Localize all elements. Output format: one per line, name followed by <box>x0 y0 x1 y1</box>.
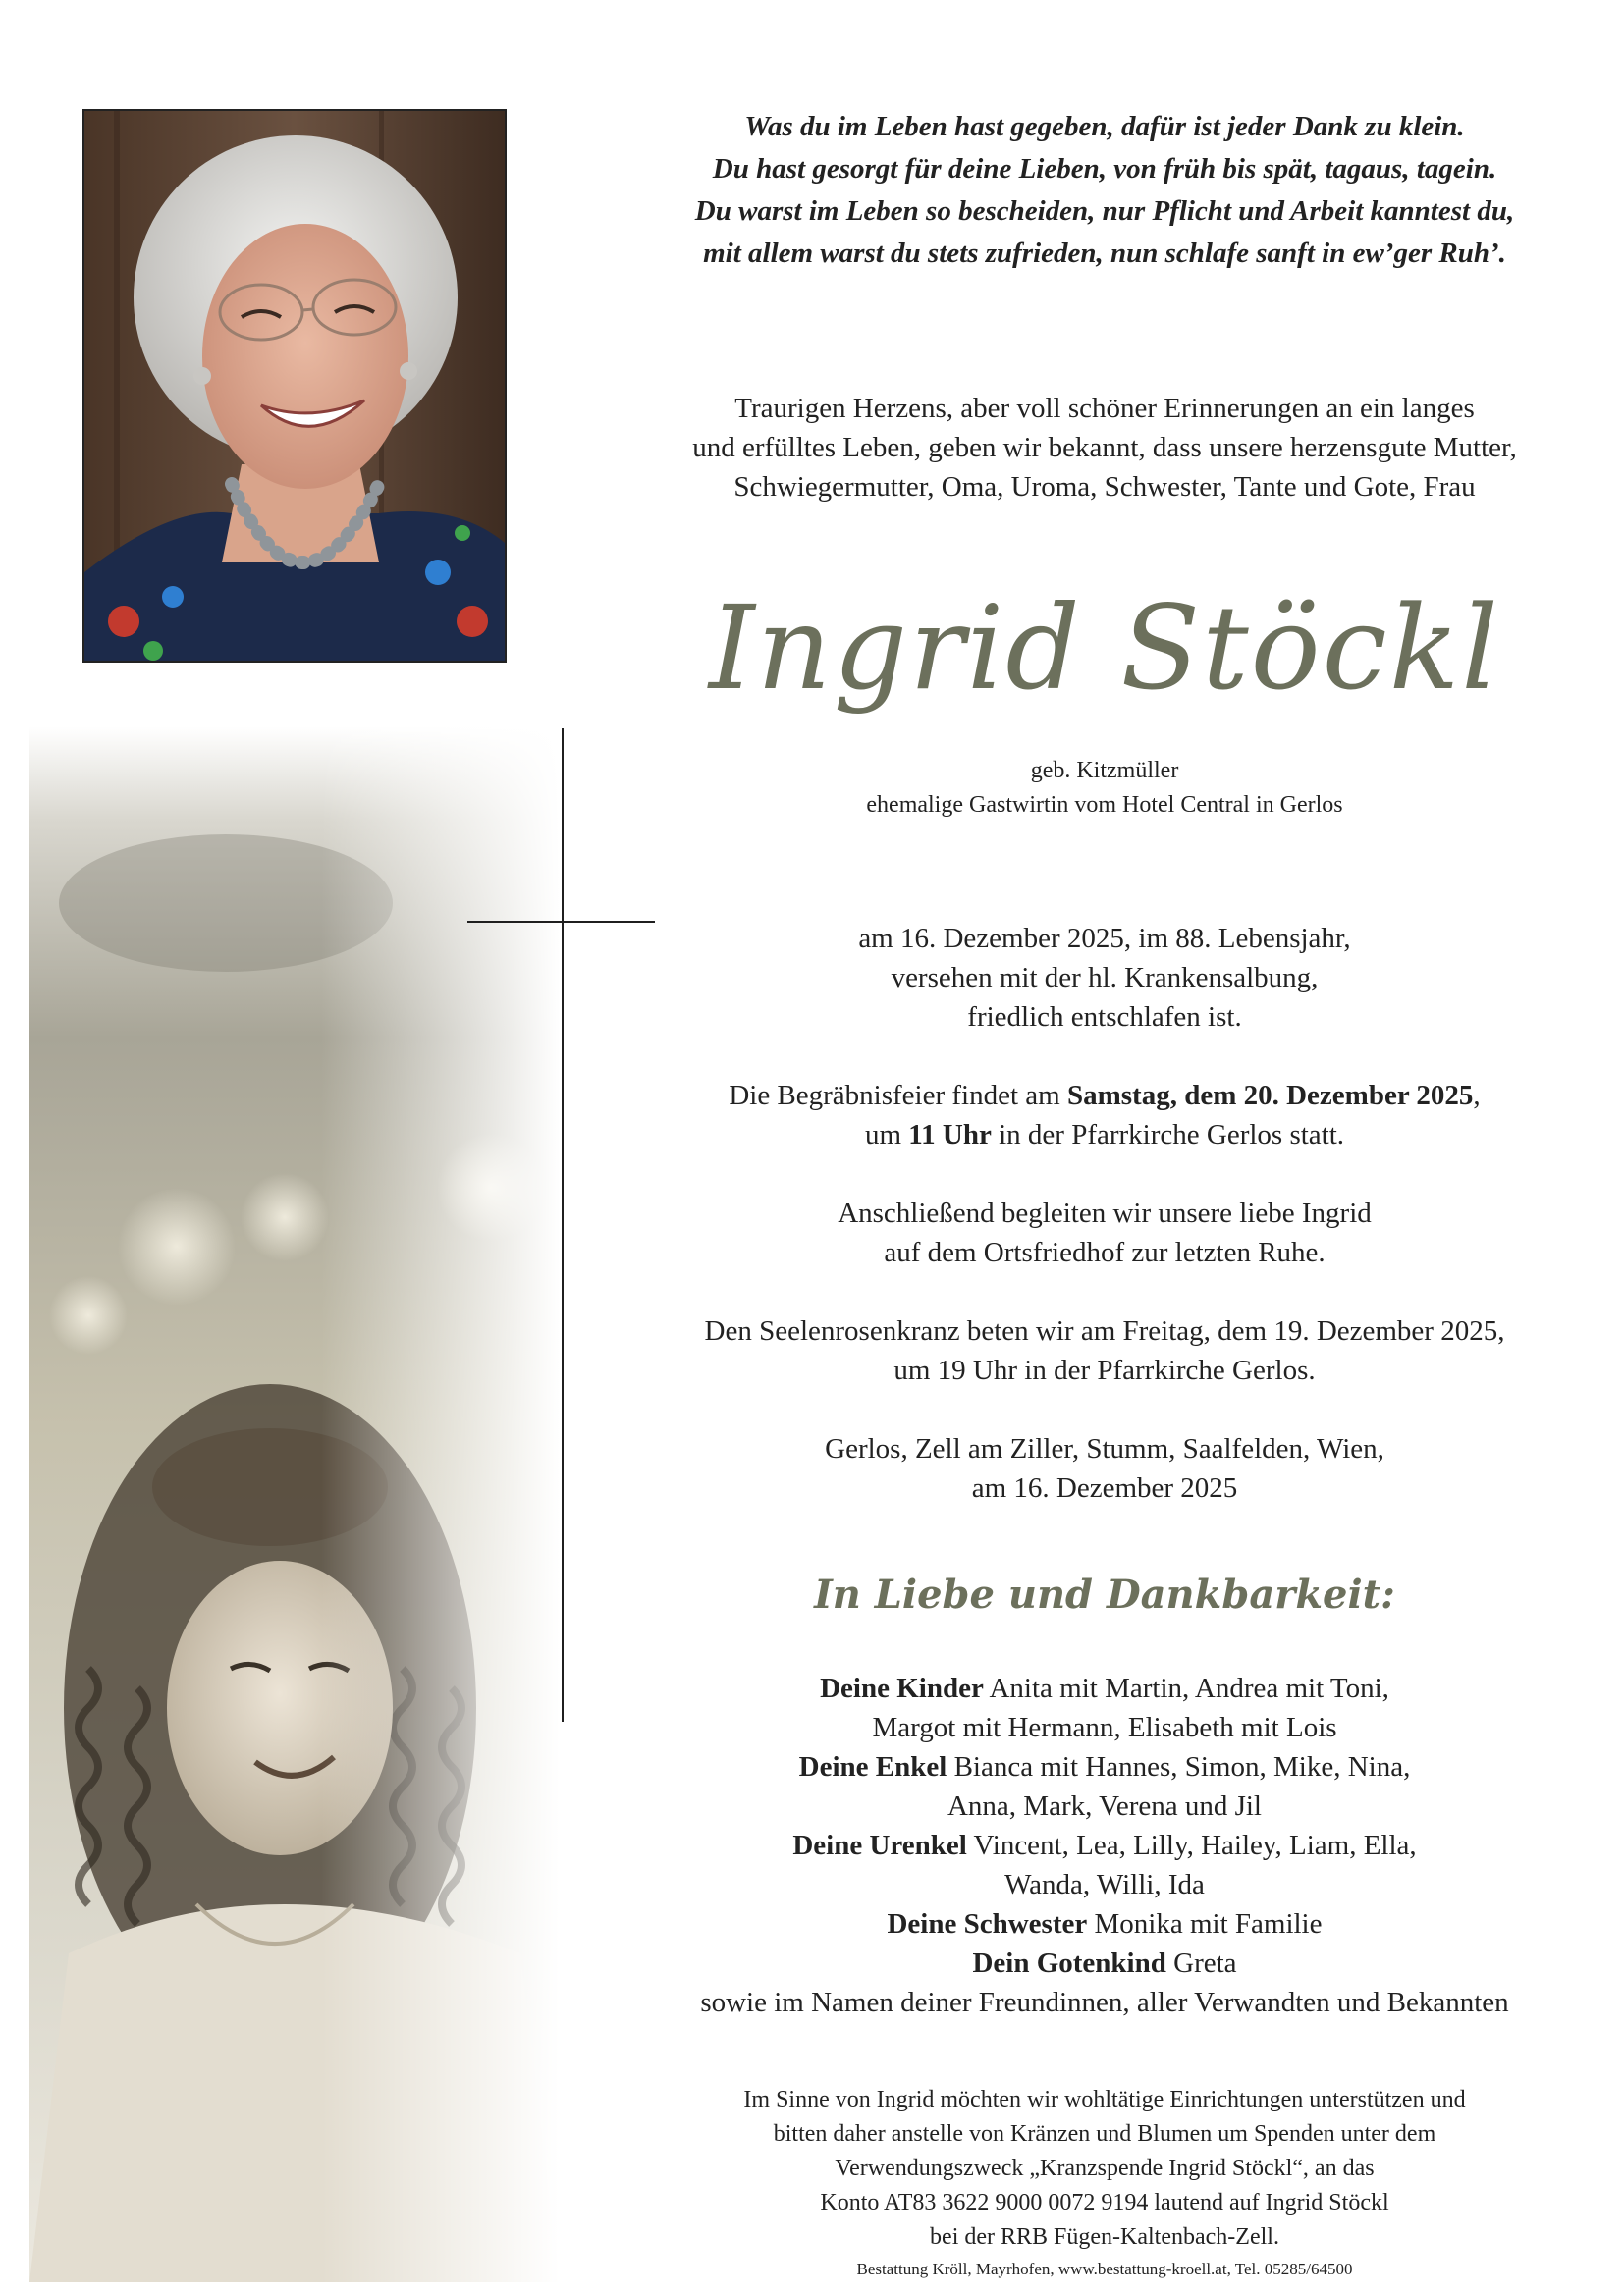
date-line: am 16. Dezember 2025 <box>971 1472 1238 1504</box>
family-label: Deine Schwester <box>887 1908 1088 1940</box>
funeral-time: 11 Uhr <box>908 1119 992 1150</box>
passing-line: versehen mit der hl. Krankensalbung, <box>891 962 1319 993</box>
great-grandchildren-line: Wanda, Willi, Ida <box>1004 1869 1205 1900</box>
memorial-poem <box>589 106 1620 275</box>
poem-line: Du hast gesorgt für deine Lieben, von früh bis spät, tagaus, tagein. <box>712 153 1497 185</box>
funeral-info <box>589 1076 1620 1154</box>
family-names: Bianca mit Hannes, Simon, Mike, Nina, <box>947 1751 1411 1783</box>
intro-line: und erfülltes Leben, geben wir bekannt, dass unsere herzensgute Mutter, <box>692 432 1517 463</box>
passing-line: friedlich entschlafen ist. <box>967 1001 1242 1033</box>
family-names: Greta <box>1165 1948 1237 1979</box>
family-names: Anita mit Martin, Andrea mit Toni, <box>983 1673 1389 1704</box>
place-line: Gerlos, Zell am Ziller, Stumm, Saalfelden, Wien, <box>825 1433 1384 1465</box>
donation-line: bitten daher anstelle von Kränzen und Blumen um Spenden unter dem <box>773 2121 1436 2147</box>
family-names: Vincent, Lea, Lilly, Hailey, Liam, Ella, <box>966 1830 1417 1861</box>
poem-line: mit allem warst du stets zufrieden, nun schlafe sanft in ew’ger Ruh’. <box>703 238 1506 269</box>
intro-line: Schwiegermutter, Oma, Uroma, Schwester, Tante und Gote, Frau <box>733 471 1476 503</box>
donation-info <box>589 2083 1620 2255</box>
passing-line: am 16. Dezember 2025, im 88. Lebensjahr, <box>858 923 1351 954</box>
burial-line: auf dem Ortsfriedhof zur letzten Ruhe. <box>884 1237 1326 1268</box>
family-list <box>589 1669 1620 2022</box>
rosary-info <box>589 1311 1620 1390</box>
intro-line: Traurigen Herzens, aber voll schöner Erinnerungen an ein langes <box>734 393 1475 424</box>
birth-name: geb. Kitzmüller <box>1030 758 1179 783</box>
children-line: Margot mit Hermann, Elisabeth mit Lois <box>872 1712 1337 1743</box>
family-label: Deine Kinder <box>820 1673 984 1704</box>
donation-line: Im Sinne von Ingrid möchten wir wohltätige Einrichtungen unterstützen und <box>743 2087 1466 2112</box>
rosary-line: Den Seelenrosenkranz beten wir am Freitag, dem 19. Dezember 2025, <box>704 1315 1505 1347</box>
donation-line: bei der RRB Fügen-Kaltenbach-Zell. <box>930 2224 1279 2250</box>
closing-line: sowie im Namen deiner Freundinnen, aller Verwandten und Bekannten <box>700 1987 1509 2018</box>
funeral-home-footer: Bestattung Kröll, Mayrhofen, www.bestattung-kroell.at, Tel. 05285/64500 <box>856 2260 1353 2278</box>
family-names: Monika mit Familie <box>1087 1908 1323 1940</box>
burial-info <box>589 1194 1620 1272</box>
funeral-text: um <box>864 1119 909 1150</box>
cross-vertical-bar <box>562 728 564 1722</box>
poem-line: Was du im Leben hast gegeben, dafür ist jeder Dank zu klein. <box>744 111 1465 142</box>
vintage-childhood-photo <box>29 726 560 2282</box>
burial-line: Anschließend begleiten wir unsere liebe Ingrid <box>838 1198 1372 1229</box>
funeral-line-2 <box>589 1115 1620 1154</box>
grandchildren-line: Anna, Mark, Verena und Jil <box>947 1790 1262 1822</box>
family-label: Dein Gotenkind <box>972 1948 1166 1979</box>
donation-line: Konto AT83 3622 9000 0072 9194 lautend auf Ingrid Stöckl <box>820 2190 1389 2216</box>
children-line <box>589 1669 1620 1708</box>
godchild-line <box>589 1944 1620 1983</box>
occupation: ehemalige Gastwirtin vom Hotel Central in Gerlos <box>866 792 1343 818</box>
deceased-details <box>589 754 1620 823</box>
great-grandchildren-line <box>589 1826 1620 1865</box>
grandchildren-line <box>589 1747 1620 1787</box>
thanks-heading: In Liebe und Dankbarkeit: <box>814 1572 1395 1618</box>
deceased-name: Ingrid Stöckl <box>709 580 1500 716</box>
family-label: Deine Enkel <box>798 1751 947 1783</box>
portrait-photo <box>82 109 507 663</box>
funeral-date: Samstag, dem 20. Dezember 2025 <box>1066 1080 1474 1111</box>
family-label: Deine Urenkel <box>792 1830 967 1861</box>
funeral-text: Die Begräbnisfeier findet am <box>729 1080 1067 1111</box>
place-date <box>589 1429 1620 1508</box>
funeral-line-1 <box>589 1076 1620 1115</box>
rosary-line: um 19 Uhr in der Pfarrkirche Gerlos. <box>893 1355 1316 1386</box>
donation-line: Verwendungszweck „Kranzspende Ingrid Stöckl“, an das <box>835 2156 1375 2181</box>
funeral-text: , <box>1473 1080 1481 1111</box>
sister-line <box>589 1904 1620 1944</box>
funeral-text: in der Pfarrkirche Gerlos statt. <box>991 1119 1345 1150</box>
passing-notice <box>589 919 1620 1037</box>
poem-line: Du warst im Leben so bescheiden, nur Pflicht und Arbeit kanntest du, <box>694 195 1515 227</box>
announcement-intro <box>589 389 1620 507</box>
